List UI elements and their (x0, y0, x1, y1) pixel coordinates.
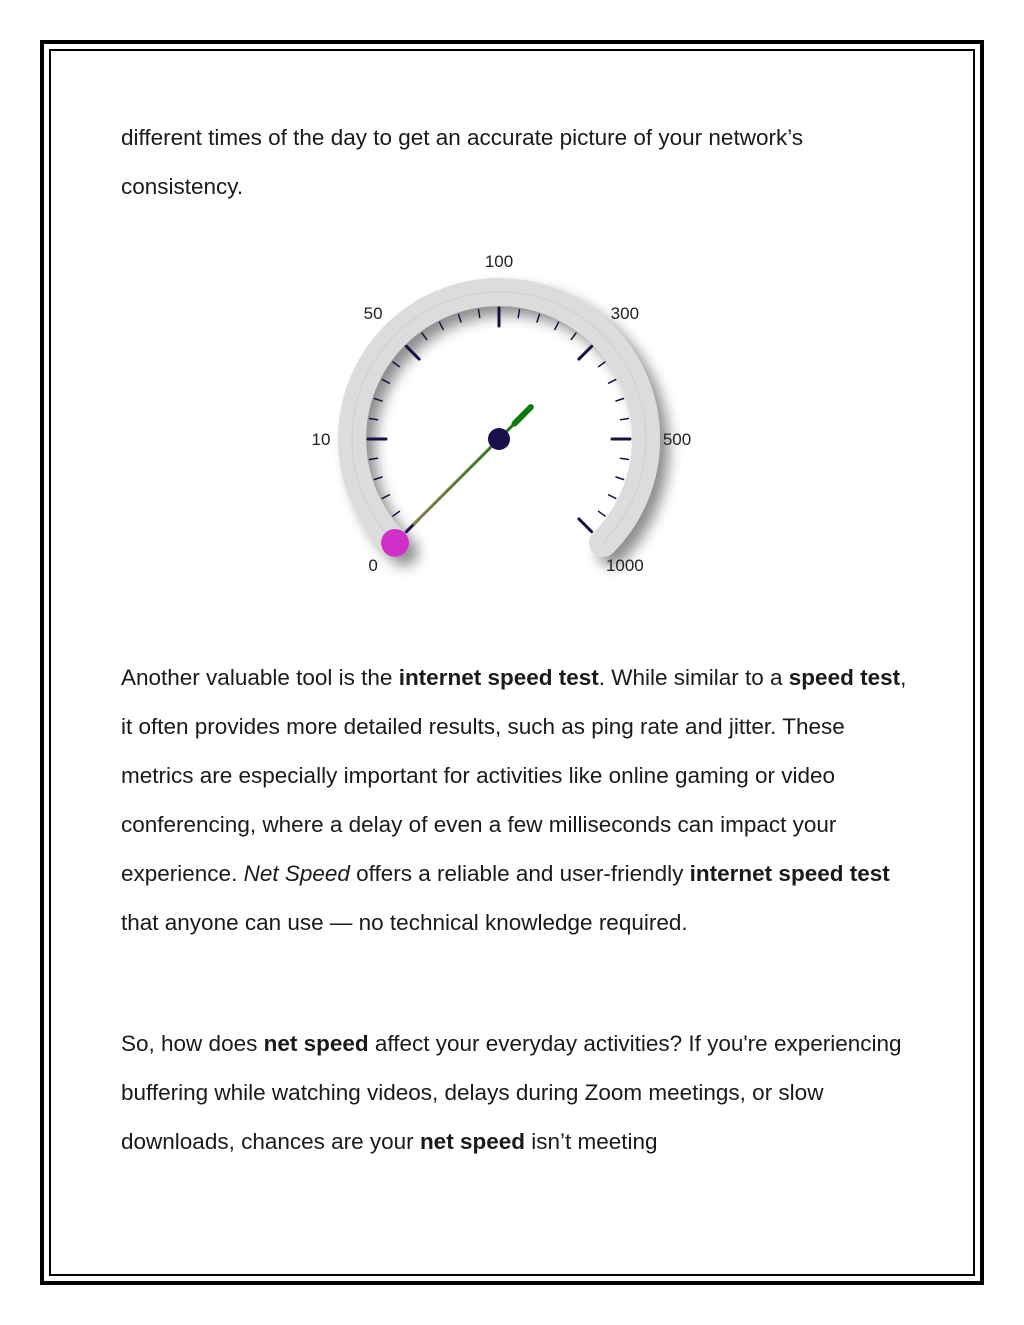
bold-text: net speed (263, 1031, 369, 1056)
minor-tick (422, 333, 427, 339)
major-tick (406, 346, 419, 359)
major-tick (579, 346, 592, 359)
minor-tick (599, 511, 605, 516)
text-run: affect your everyday activities? If you're experiencing buffering while watching videos, delays during Zoom meetings, or slow downloads, chances are your (121, 1031, 902, 1154)
minor-tick (537, 314, 539, 322)
paragraph-text (121, 1019, 921, 1166)
major-tick (579, 519, 592, 532)
minor-tick (393, 511, 399, 516)
minor-tick (616, 477, 624, 479)
text-run: different times of the day to get an accurate picture of your network’s consistency. (121, 125, 804, 199)
italic-text: Net Speed (243, 861, 350, 886)
minor-tick (599, 362, 605, 367)
paragraph-3 (121, 1019, 921, 1166)
minor-tick (370, 458, 378, 459)
bold-text: internet speed test (398, 665, 599, 690)
scale-label: 1000 (605, 555, 644, 575)
minor-tick (609, 495, 616, 499)
scale-label: 500 (662, 430, 692, 449)
needle-hub (488, 428, 510, 450)
text-run: Another valuable tool is the (121, 665, 399, 690)
paragraph-1 (121, 113, 921, 211)
minor-tick (374, 477, 382, 479)
minor-tick (555, 322, 559, 329)
gauge-track (352, 292, 646, 543)
scale-label: 300 (610, 304, 640, 324)
paragraph-text (121, 653, 921, 947)
minor-tick (609, 380, 616, 384)
text-run: isn’t meeting (524, 1129, 658, 1154)
bold-text: net speed (419, 1129, 525, 1154)
bold-text: internet speed test (689, 861, 890, 886)
scale-label: 10 (311, 430, 331, 449)
text-run: offers a reliable and user-friendly (349, 861, 690, 886)
minor-tick (571, 333, 576, 339)
minor-tick (479, 310, 480, 318)
speedometer-graphic (300, 245, 710, 605)
text-run: . While similar to a (598, 665, 789, 690)
minor-tick (616, 399, 624, 401)
minor-tick (393, 362, 399, 367)
scale-label: 0 (368, 555, 378, 575)
needle-tip (515, 407, 531, 423)
speedometer-image (300, 245, 710, 605)
minor-tick (518, 310, 519, 318)
scale-label: 50 (363, 304, 383, 324)
minor-tick (374, 399, 382, 401)
text-run: , it often provides more detailed results, such as ping rate and jitter. These metrics are especially important for activities like online gaming or video conferencing, where a delay of even a few milliseconds can impact your experience. (121, 665, 907, 886)
scale-label: 100 (484, 252, 514, 271)
minor-tick (620, 458, 628, 459)
text-run: So, how does (121, 1031, 264, 1056)
minor-tick (620, 419, 628, 420)
minor-tick (382, 495, 389, 499)
minor-tick (370, 419, 378, 420)
minor-tick (382, 380, 389, 384)
paragraph-2 (121, 653, 921, 947)
minor-tick (440, 322, 444, 329)
bold-text: speed test (788, 665, 901, 690)
text-run: that anyone can use — no technical knowledge required. (121, 910, 688, 935)
paragraph-text (121, 113, 921, 211)
value-marker (381, 529, 409, 557)
minor-tick (459, 314, 461, 322)
